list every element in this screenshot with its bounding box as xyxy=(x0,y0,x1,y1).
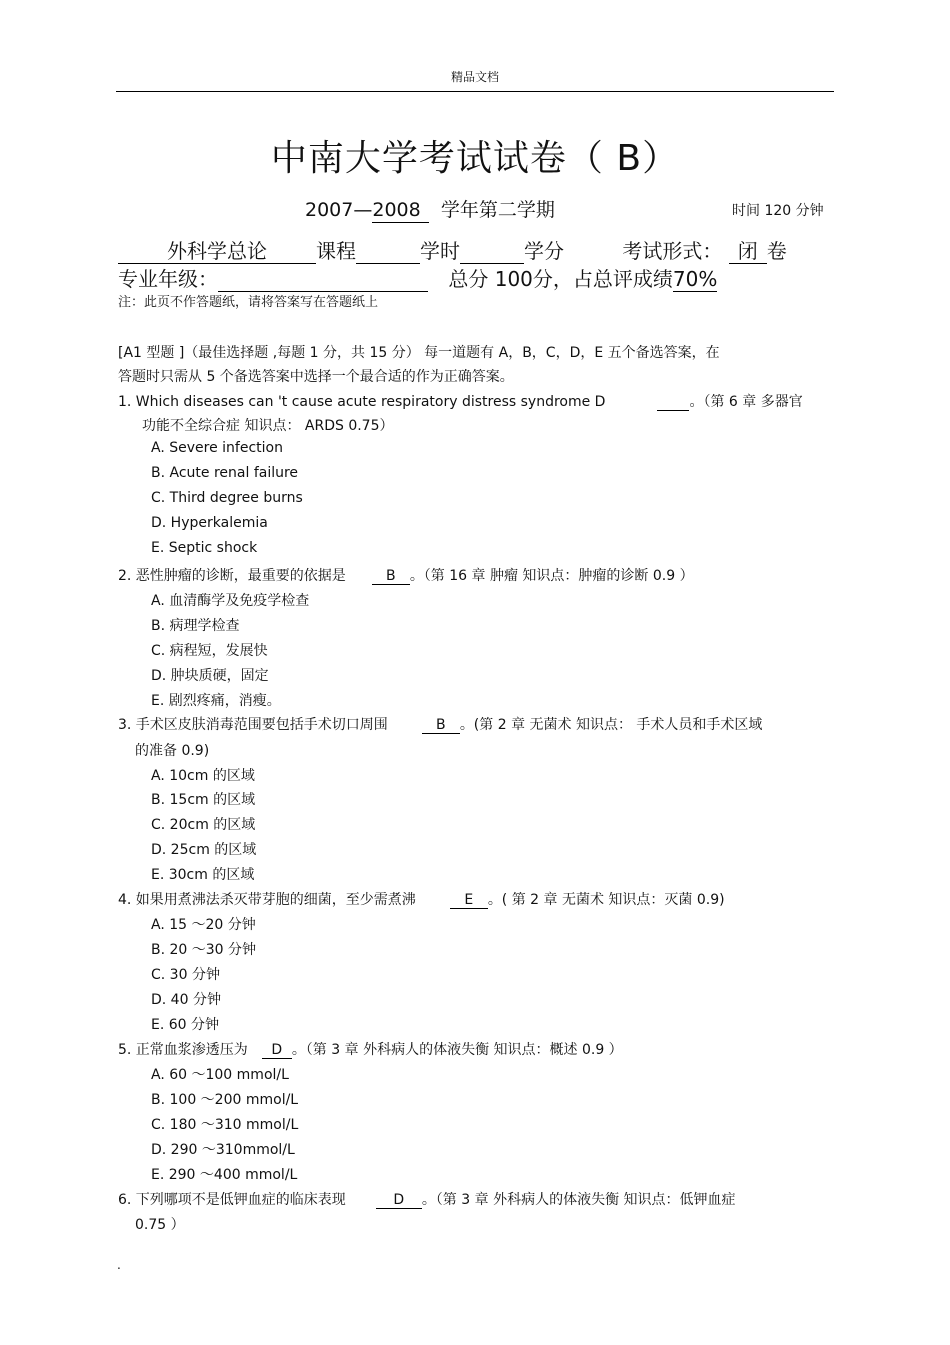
course-name-field: 外科学总论 xyxy=(118,240,316,264)
exam-duration: 时间 120 分钟 xyxy=(732,203,824,219)
answer-blank: D xyxy=(376,1192,422,1209)
question-2-option-c: C. 病程短，发展快 xyxy=(151,643,268,659)
question-3-option-b: B. 15cm 的区域 xyxy=(151,792,256,808)
section-intro-line-1: [A1 型题 ]（最佳选择题 ,每题 1 分，共 15 分） 每一道题有 A，B，C，D，E 五个备选答案，在 xyxy=(118,345,720,361)
page-header: 精品文档 xyxy=(450,70,499,84)
question-2-option-e: E. 剧烈疼痛，消瘦。 xyxy=(151,693,281,709)
hours-label: 学时 xyxy=(420,239,460,263)
question-stem-text: 5. 正常血浆渗透压为 xyxy=(118,1042,248,1058)
answer-blank: E xyxy=(450,892,488,909)
question-5-option-d: D. 290 ～310mmol/L xyxy=(151,1142,295,1158)
answer-sheet-note: 注：此页不作答题纸，请将答案写在答题纸上 xyxy=(118,295,379,310)
semester-label: 学年第二学期 xyxy=(440,199,555,221)
question-stem-text: 3. 手术区皮肤消毒范围要包括手术切口周围 xyxy=(118,717,388,733)
total-score-text: 总分 100分，占总评成绩 xyxy=(448,267,673,291)
question-3-option-e: E. 30cm 的区域 xyxy=(151,867,255,883)
question-4-option-e: E. 60 分钟 xyxy=(151,1017,220,1033)
question-1-continuation: 功能不全综合症 知识点： ARDS 0.75） xyxy=(142,418,394,434)
question-6-stem xyxy=(118,1189,736,1209)
footer-mark: . xyxy=(117,1258,121,1272)
year-end: 2008 xyxy=(372,200,428,223)
question-3-option-a: A. 10cm 的区域 xyxy=(151,768,255,784)
question-1-stem xyxy=(118,391,803,411)
question-2-stem xyxy=(118,565,694,585)
question-stem-text: 2. 恶性肿瘤的诊断，最重要的依据是 xyxy=(118,568,346,584)
year-dash: — xyxy=(353,199,373,221)
grade-blank xyxy=(218,268,428,292)
question-4-option-b: B. 20 ～30 分钟 xyxy=(151,942,257,958)
grade-label: 专业年级： xyxy=(118,267,218,291)
percent-value: 70% xyxy=(672,267,718,291)
academic-year-line xyxy=(305,195,555,223)
question-4-option-d: D. 40 分钟 xyxy=(151,992,221,1008)
question-meta: 。（第 3 章 外科病人的体液失衡 知识点：低钾血症 xyxy=(421,1192,736,1208)
question-stem-text: 4. 如果用煮沸法杀灭带芽胞的细菌，至少需煮沸 xyxy=(118,892,416,908)
credits-blank xyxy=(460,240,524,264)
question-meta: 。（第 16 章 肿瘤 知识点：肿瘤的诊断 0.9 ） xyxy=(409,568,694,584)
question-6-continuation: 0.75 ） xyxy=(135,1217,185,1233)
question-meta: 。（第 3 章 外科病人的体液失衡 知识点：概述 0.9 ） xyxy=(291,1042,623,1058)
answer-blank xyxy=(657,394,689,411)
question-3-continuation: 的准备 0.9) xyxy=(135,743,210,759)
question-5-stem xyxy=(118,1039,623,1059)
question-stem-text: 6. 下列哪项不是低钾血症的临床表现 xyxy=(118,1192,346,1208)
question-5-option-b: B. 100 ～200 mmol/L xyxy=(151,1092,299,1108)
section-intro-line-2: 答题时只需从 5 个备选答案中选择一个最合适的作为正确答案。 xyxy=(118,369,514,385)
question-stem-text: 1. Which diseases can 't cause acute respiratory distress syndrome D xyxy=(118,394,606,410)
question-1-option-d: D. Hyperkalemia xyxy=(151,515,268,531)
question-meta: 。（第 6 章 多器官 xyxy=(689,394,803,410)
question-2-option-a: A. 血清酶学及免疫学检查 xyxy=(151,593,310,609)
question-5-option-a: A. 60 ～100 mmol/L xyxy=(151,1067,289,1083)
question-4-stem xyxy=(118,889,725,909)
question-1-option-a: A. Severe infection xyxy=(151,440,283,456)
question-1-option-e: E. Septic shock xyxy=(151,540,258,556)
credits-label: 学分 xyxy=(524,239,564,263)
exam-form-suffix: 卷 xyxy=(766,239,787,263)
exam-form-label: 考试形式： xyxy=(622,239,723,263)
course-info-row xyxy=(118,235,787,264)
question-4-option-c: C. 30 分钟 xyxy=(151,967,220,983)
page-title: 中南大学考试试卷（ B） xyxy=(270,138,680,179)
question-meta: 。( 第 2 章 无菌术 知识点：灭菌 0.9) xyxy=(487,892,725,908)
question-3-option-d: D. 25cm 的区域 xyxy=(151,842,257,858)
question-1-option-c: C. Third degree burns xyxy=(151,490,303,506)
question-3-stem xyxy=(118,714,762,734)
header-divider xyxy=(116,91,834,92)
grade-info-row xyxy=(118,263,717,292)
answer-blank: B xyxy=(372,568,410,585)
question-5-option-e: E. 290 ～400 mmol/L xyxy=(151,1167,298,1183)
course-label: 课程 xyxy=(316,239,356,263)
question-2-option-d: D. 肿块质硬，固定 xyxy=(151,668,269,684)
question-meta: 。(第 2 章 无菌术 知识点： 手术人员和手术区域 xyxy=(459,717,763,733)
question-1-option-b: B. Acute renal failure xyxy=(151,465,299,481)
answer-blank: D xyxy=(262,1042,292,1059)
hours-blank xyxy=(356,240,420,264)
question-5-option-c: C. 180 ～310 mmol/L xyxy=(151,1117,299,1133)
answer-blank: B xyxy=(422,717,460,734)
question-3-option-c: C. 20cm 的区域 xyxy=(151,817,256,833)
year-start: 2007 xyxy=(305,199,354,221)
question-4-option-a: A. 15 ～20 分钟 xyxy=(151,917,256,933)
question-2-option-b: B. 病理学检查 xyxy=(151,618,240,634)
exam-form-value: 闭 xyxy=(729,240,767,264)
